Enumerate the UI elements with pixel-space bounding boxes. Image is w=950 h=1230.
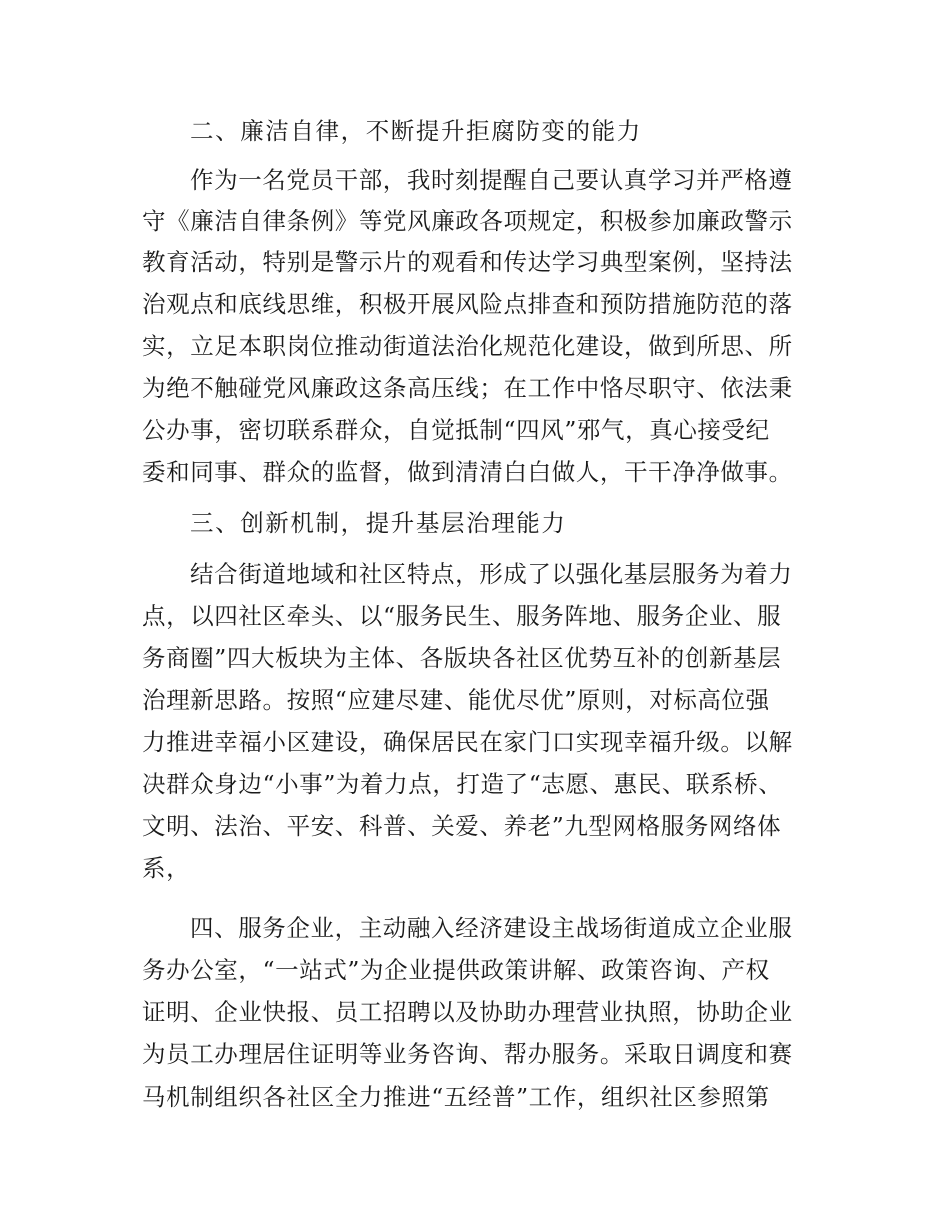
paragraph-line: 文明、法治、平安、科普、关爱、养老”九型网格服务网络体 bbox=[142, 812, 782, 840]
paragraph-line: 实，立足本职岗位推动街道法治化规范化建设，做到所思、所 bbox=[142, 332, 793, 360]
paragraph-line: 马机制组织各社区全力推进“五经普”工作，组织社区参照第 bbox=[142, 1083, 770, 1111]
paragraph-line: 为绝不触碰党风廉政这条高压线；在工作中恪尽职守、依法秉 bbox=[142, 374, 793, 402]
paragraph-line: 四、服务企业，主动融入经济建设主战场街道成立企业服 bbox=[190, 914, 793, 942]
paragraph-line: 结合街道地域和社区特点，形成了以强化基层服务为着力 bbox=[190, 560, 793, 588]
paragraph-line: 证明、企业快报、员工招聘以及协助办理营业执照，协助企业 bbox=[142, 998, 793, 1026]
paragraph-line: 系， bbox=[142, 854, 191, 882]
paragraph-line: 守《廉洁自律条例》等党风廉政各项规定，积极参加廉政警示 bbox=[142, 207, 793, 235]
paragraph-line: 作为一名党员干部，我时刻提醒自己要认真学习并严格遵 bbox=[190, 166, 793, 194]
paragraph-line: 务办公室，“一站式”为企业提供政策讲解、政策咨询、产权 bbox=[142, 956, 770, 984]
paragraph-line: 决群众身边“小事”为着力点，打造了“志愿、惠民、联系桥、 bbox=[142, 770, 783, 798]
paragraph-line: 务商圈”四大板块为主体、各版块各社区优势互补的创新基层 bbox=[142, 644, 782, 672]
paragraph-line: 公办事，密切联系群众，自觉抵制“四风”邪气，真心接受纪 bbox=[142, 416, 770, 444]
paragraph-line: 点，以四社区牵头、以“服务民生、服务阵地、服务企业、服 bbox=[142, 602, 782, 630]
section-heading: 三、创新机制，提升基层治理能力 bbox=[190, 509, 567, 537]
paragraph-line: 委和同事、群众的监督，做到清清白白做人，干干净净做事。 bbox=[142, 458, 793, 486]
section-heading: 二、廉洁自律，不断提升拒腐防变的能力 bbox=[190, 117, 642, 145]
paragraph-line: 为员工办理居住证明等业务咨询、帮办服务。采取日调度和赛 bbox=[142, 1040, 793, 1068]
paragraph-line: 治理新思路。按照“应建尽建、能优尽优”原则，对标高位强 bbox=[142, 686, 770, 714]
paragraph-line: 力推进幸福小区建设，确保居民在家门口实现幸福升级。以解 bbox=[142, 728, 793, 756]
paragraph-line: 治观点和底线思维，积极开展风险点排查和预防措施防范的落 bbox=[142, 290, 793, 318]
paragraph-line: 教育活动，特别是警示片的观看和传达学习典型案例，坚持法 bbox=[142, 248, 793, 276]
